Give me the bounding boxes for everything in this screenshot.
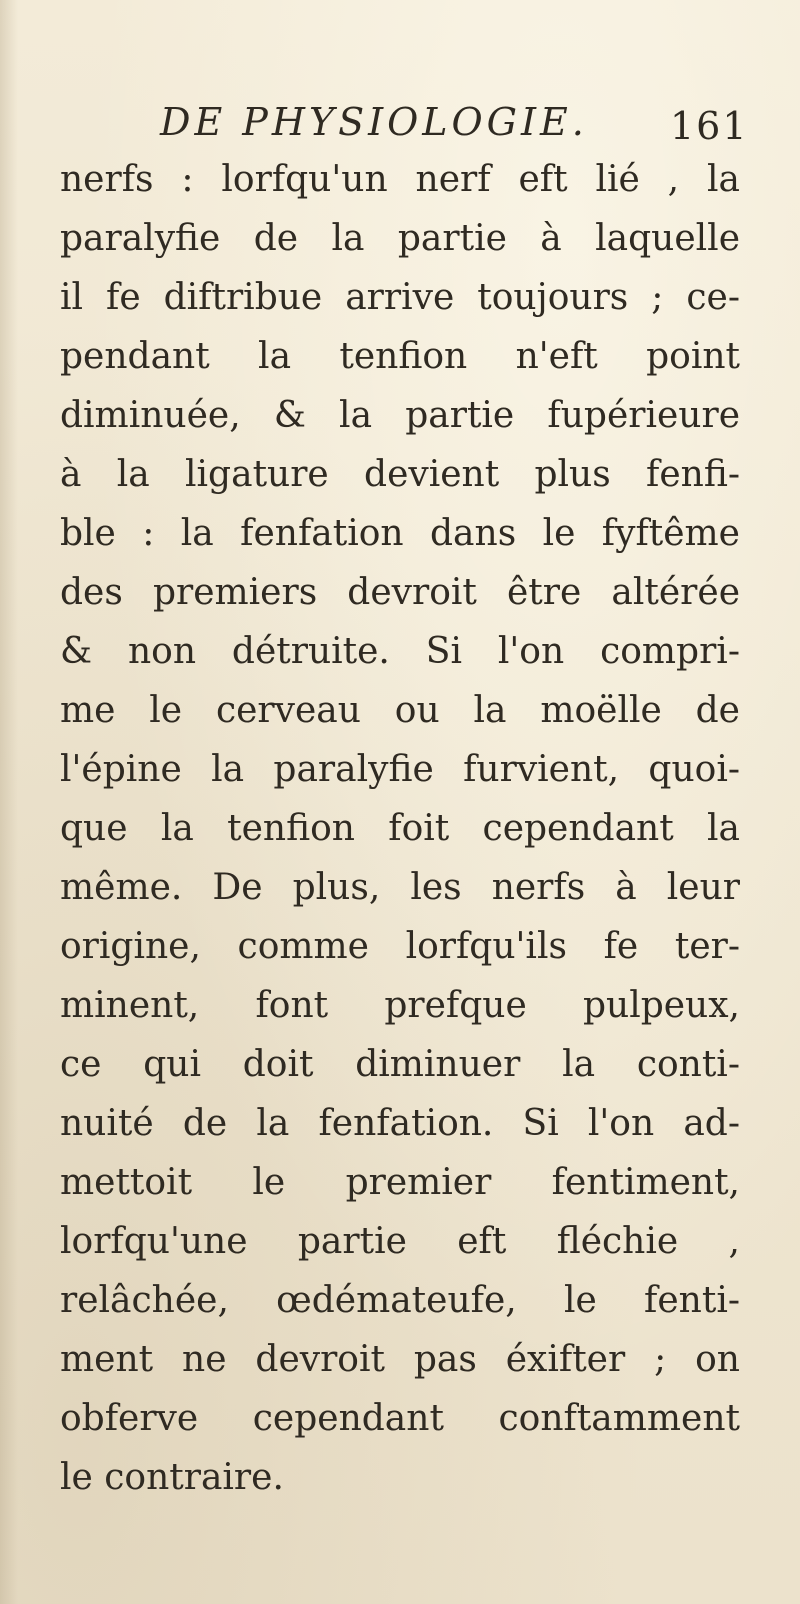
text-line: origine, comme lorfqu'ils fe ter- [60,926,740,967]
text-line: que la tenfion foit cependant la [60,808,740,849]
text-line: me le cerveau ou la moëlle de [60,690,740,731]
body-text [60,150,740,1507]
text-line: nerfs : lorfqu'un nerf eft lié , la [60,159,740,200]
text-line: même. De plus, les nerfs à leur [60,867,740,908]
text-line: ble : la fenfation dans le fyftême [60,513,740,554]
text-line: ment ne devroit pas éxifter ; on [60,1339,740,1380]
text-line: l'épine la paralyfie furvient, quoi- [60,749,740,790]
running-title: DE PHYSIOLOGIE. [160,100,588,144]
text-line: minent, font prefque pulpeux, [60,985,740,1026]
page-edge-shadow [0,0,18,1604]
text-line: des premiers devroit être altérée [60,572,740,613]
text-line: & non détruite. Si l'on compri- [60,631,740,672]
text-line: nuité de la fenfation. Si l'on ad- [60,1103,740,1144]
text-line: ce qui doit diminuer la conti- [60,1044,740,1085]
text-line: diminuée, & la partie fupérieure [60,395,740,436]
text-line: il fe diftribue arrive toujours ; ce- [60,277,740,318]
text-line: lorfqu'une partie eft fléchie , [60,1221,740,1262]
text-line: à la ligature devient plus fenfi- [60,454,740,495]
text-line: le contraire. [60,1457,284,1498]
page-number: 161 [670,104,749,148]
text-line: mettoit le premier fentiment, [60,1162,740,1203]
running-header [160,100,749,150]
text-line: relâchée, œdémateufe, le fenti- [60,1280,740,1321]
text-line: obferve cependant conftamment [60,1398,740,1439]
text-line: pendant la tenfion n'eft point [60,336,740,377]
text-line: paralyfie de la partie à laquelle [60,218,740,259]
